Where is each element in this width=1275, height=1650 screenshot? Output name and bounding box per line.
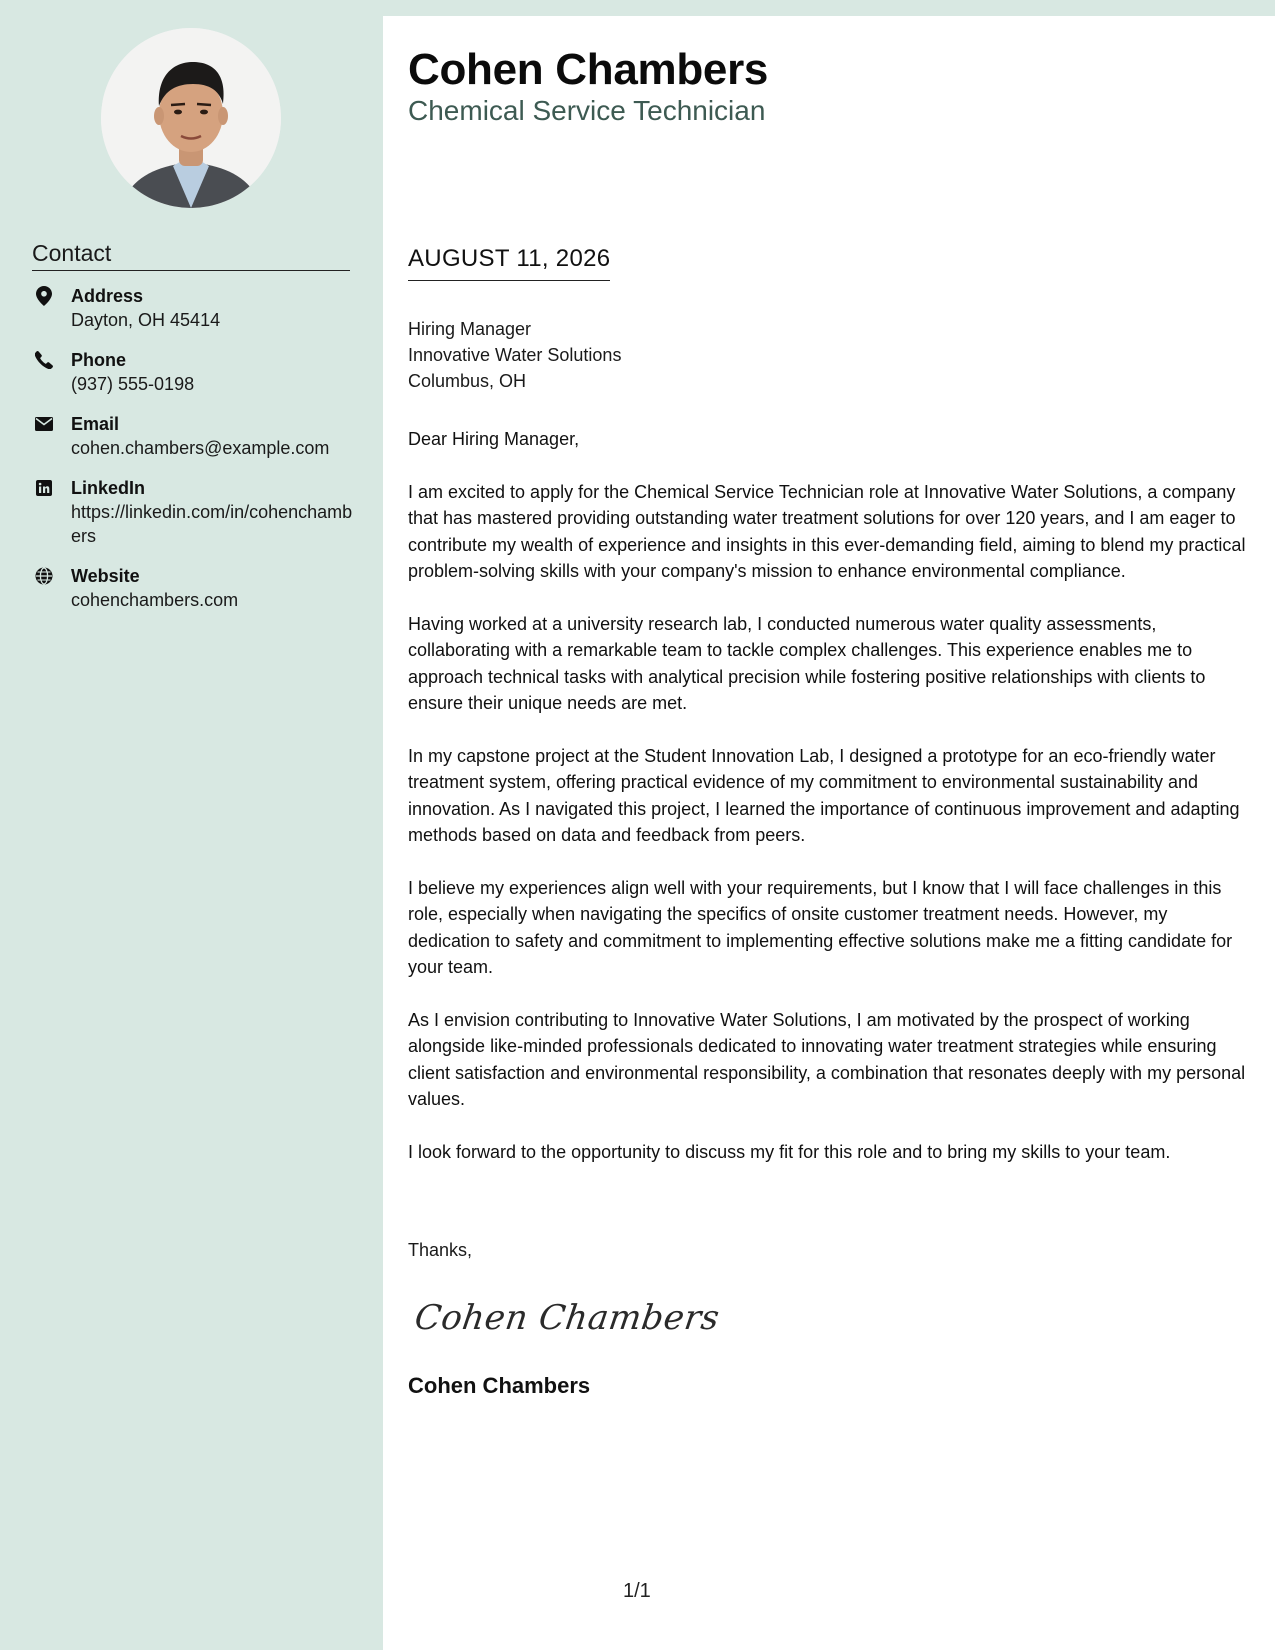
letter-paragraph: I look forward to the opportunity to discuss my fit for this role and to bring my skills to your team.: [408, 1141, 1171, 1162]
phone-value: (937) 555-0198: [71, 374, 195, 394]
contact-label: Phone: [71, 350, 127, 370]
recipient-line: Hiring Manager: [408, 319, 532, 339]
website-value[interactable]: cohenchambers.com: [71, 590, 239, 610]
address-value: Dayton, OH 45414: [71, 310, 221, 330]
globe-icon: [34, 566, 54, 586]
letter-content: [408, 426, 1250, 1191]
handwritten-signature: Cohen Chambers: [412, 1298, 723, 1338]
page-number: 1/1: [623, 1580, 651, 1602]
recipient-line: Innovative Water Solutions: [408, 345, 622, 365]
email-value[interactable]: cohen.chambers@example.com: [71, 438, 330, 458]
envelope-icon: [34, 414, 54, 434]
contact-heading: Contact: [32, 240, 350, 271]
contact-item-address: [32, 284, 362, 332]
letter-paragraph: I am excited to apply for the Chemical Service Technician role at Innovative Water Solutions, a company that has mastered providing outstanding water treatment solutions for over 120 years, and I am eager to contribute my wealth of experience and insights in this ever-demanding field, aiming to blend my practical problem-solving skills with your company's mission to enhance environmental compliance.: [408, 481, 1246, 581]
contact-item-website: [32, 564, 362, 612]
signer-name: Cohen Chambers: [408, 1373, 591, 1398]
closing: Thanks,: [408, 1240, 473, 1260]
letter-date: AUGUST 11, 2026: [408, 244, 610, 281]
contact-label: Website: [71, 566, 140, 586]
recipient-line: Columbus, OH: [408, 371, 527, 391]
job-title: Chemical Service Technician: [408, 95, 766, 126]
map-pin-icon: [34, 286, 54, 306]
applicant-name: Cohen Chambers: [408, 45, 769, 94]
recipient-block: [408, 316, 621, 394]
letter-paragraph: As I envision contributing to Innovative Water Solutions, I am motivated by the prospect of working alongside like-minded professionals dedicated to innovating water treatment strategies while ensuring client satisfaction and environmental responsibility, a combination that resonates deeply with my personal values.: [408, 1009, 1246, 1109]
linkedin-value[interactable]: https://linkedin.com/in/cohenchambers: [71, 502, 353, 546]
letter-paragraph: In my capstone project at the Student Innovation Lab, I designed a prototype for an eco-friendly water treatment system, offering practical evidence of my commitment to environmental sustainability and innovation. As I navigated this project, I learned the importance of continuous improvement and adapting methods based on data and feedback from peers.: [408, 745, 1240, 845]
linkedin-icon: [34, 478, 54, 498]
letter-body: [383, 16, 1275, 1650]
letter-paragraph: I believe my experiences align well with your requirements, but I know that I will face challenges in this role, especially when navigating the specifics of onsite customer treatment needs. However, my dedication to safety and commitment to implementing effective solutions make me a fitting candidate for your team.: [408, 877, 1233, 977]
contact-item-linkedin: [32, 476, 362, 548]
contact-item-phone: [32, 348, 362, 396]
contact-item-email: [32, 412, 362, 460]
contact-label: Email: [71, 414, 120, 434]
salutation: Dear Hiring Manager,: [408, 429, 580, 449]
contact-label: Address: [71, 286, 144, 306]
letter-paragraph: Having worked at a university research lab, I conducted numerous water quality assessments, collaborating with a remarkable team to tackle complex challenges. This experience enables me to approach technical tasks with analytical precision while fostering positive relationships with clients to ensure their unique needs are met.: [408, 613, 1206, 713]
sidebar: [0, 0, 383, 1650]
phone-icon: [34, 350, 54, 370]
contact-label: LinkedIn: [71, 478, 146, 498]
profile-photo: [101, 28, 281, 208]
contact-list: [32, 284, 362, 628]
